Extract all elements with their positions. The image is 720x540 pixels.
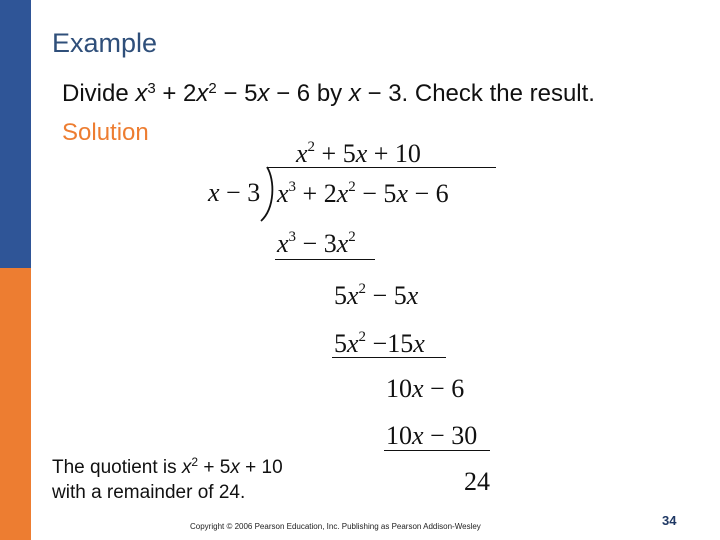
conclusion-line-2: with a remainder of 24. [52,481,246,503]
division-bracket [258,166,276,222]
subtract-line-3: 10x − 30 [386,421,478,450]
remainder-line-1: $5x^2 - 5x$ [334,281,419,310]
slide-title: Example [52,28,158,58]
quotient-line: $x^2 + 5x + 10$ [296,139,421,168]
rule-2 [332,357,446,358]
conclusion-line-1: The quotient is $x^2 + 5x + 10$ [52,455,283,478]
rule-3 [384,450,490,451]
problem-statement: Divide $x^3 + 2x^2 - 5x - 6$ by x − 3. Check the result. [62,80,595,107]
page-number: 34 [662,513,677,528]
rule-1 [275,259,375,260]
solution-label: Solution [62,119,149,146]
subtract-line-1: $x^3 - 3x^2$ [277,229,356,258]
subtract-line-2: $5x^2 -15x$ [334,329,425,358]
dividend: $x^3 + 2x^2 - 5x - 6$ [277,179,449,208]
remainder-line-2: 10x − 6 [386,374,465,403]
conclusion-text [52,455,283,505]
division-bar [268,167,496,168]
divisor: x − 3 [208,178,261,207]
copyright-notice: Copyright © 2006 Pearson Education, Inc. Publishing as Pearson Addison-Wesley [190,522,481,531]
final-remainder: 24 [464,467,490,496]
